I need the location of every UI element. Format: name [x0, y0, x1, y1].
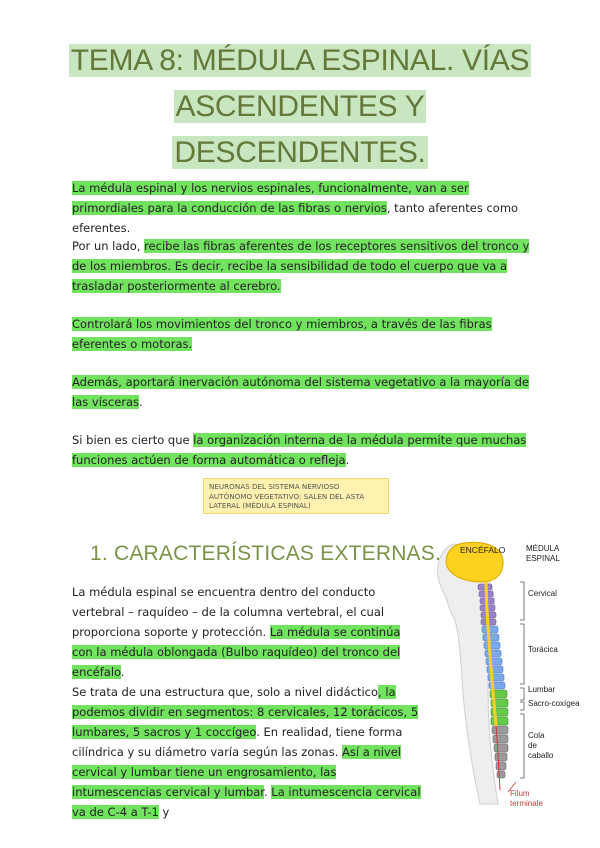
section-body — [72, 582, 424, 822]
highlighted-text: la organización interna de la médula permite que muchas funciones actúen de forma automática o refleja — [72, 433, 527, 467]
page-title: TEMA 8: MÉDULA ESPINAL. VÍAS ASCENDENTES Y DESCENDENTES. — [70, 44, 530, 169]
highlighted-text: Además, aportará inervación autónoma del sistema vegetativo a la mayoría de las vísceras — [72, 375, 530, 409]
text-segment: . — [139, 395, 143, 409]
label-sacro: Sacro-coxígea — [528, 699, 580, 708]
highlighted-text: recibe las fibras aferentes de los receptores sensitivos del tronco y de los miembros. Es decir, recibe la sensibilidad de todo el cuerpo que va a trasladar posteriormente al cerebro. — [72, 239, 530, 293]
paragraph-4 — [72, 372, 534, 412]
highlighted-text: , la podemos dividir en segmentos: 8 cervicales, 12 torácicos, 5 lumbares, 5 sacros y 1 coccígeo — [72, 685, 419, 739]
sticky-note: NEURONAS DEL SISTEMA NERVIOSO AUTÓNOMO VEGETATIVO: SALEN DEL ASTA LATERAL (MÉDULA ESPINAL) — [203, 478, 389, 514]
spinal-cord-figure — [432, 538, 582, 813]
highlighted-text: La médula espinal y los nervios espinales, funcionalmente, van a ser primordiales para la conducción de las fibras o nervios — [72, 181, 469, 215]
text-segment: . — [345, 453, 350, 467]
text-segment: , tanto aferentes como eferentes. — [72, 201, 519, 235]
label-cola: Cola — [528, 731, 545, 740]
label-cervical: Cervical — [528, 589, 557, 598]
text-segment: Se trata de una estructura que, solo a nivel didáctico — [72, 685, 379, 699]
label-lumbar: Lumbar — [528, 685, 556, 694]
label-medula: MÉDULA — [526, 544, 560, 553]
paragraph-5 — [72, 430, 534, 470]
text-segment: Por un lado, — [72, 239, 145, 253]
highlighted-text: Controlará los movimientos del tronco y miembros, a través de las fibras eferentes o motoras. — [72, 317, 492, 351]
paragraph-2 — [72, 236, 534, 296]
label-de: de — [528, 741, 537, 750]
label-caballo: caballo — [528, 751, 554, 760]
text-segment: . — [120, 665, 125, 679]
paragraph-1 — [72, 178, 534, 238]
paragraph-3 — [72, 314, 534, 354]
text-segment: . En realidad, tiene forma cilíndrica y su diámetro varía según las zonas. — [72, 725, 403, 759]
text-segment: y — [158, 805, 170, 819]
text-segment: . — [263, 785, 272, 799]
label-toracica: Torácica — [528, 645, 558, 654]
section-heading: 1. CARACTERÍSTICAS EXTERNAS. — [90, 542, 442, 565]
highlighted-text: La médula se continúa con la médula oblongada (Bulbo raquídeo) del tronco del encéfalo — [72, 625, 401, 679]
text-segment: La médula espinal se encuentra dentro del conducto vertebral – raquídeo – de la columna vertebral, el cual proporciona soporte y protección. — [72, 585, 385, 639]
highlighted-text: La intumescencia cervical va de C-4 a T-1 — [72, 785, 421, 819]
label-filum: Filum — [510, 789, 530, 798]
highlighted-text: Así a nivel cervical y lumbar tiene un engrosamiento, las intumescencias cervical y lumbar — [72, 745, 401, 799]
label-encefalo: ENCÉFALO — [460, 545, 506, 555]
text-segment: Si bien es cierto que — [72, 433, 194, 447]
label-terminale: terminale — [510, 799, 543, 808]
label-espinal: ESPINAL — [526, 554, 560, 563]
